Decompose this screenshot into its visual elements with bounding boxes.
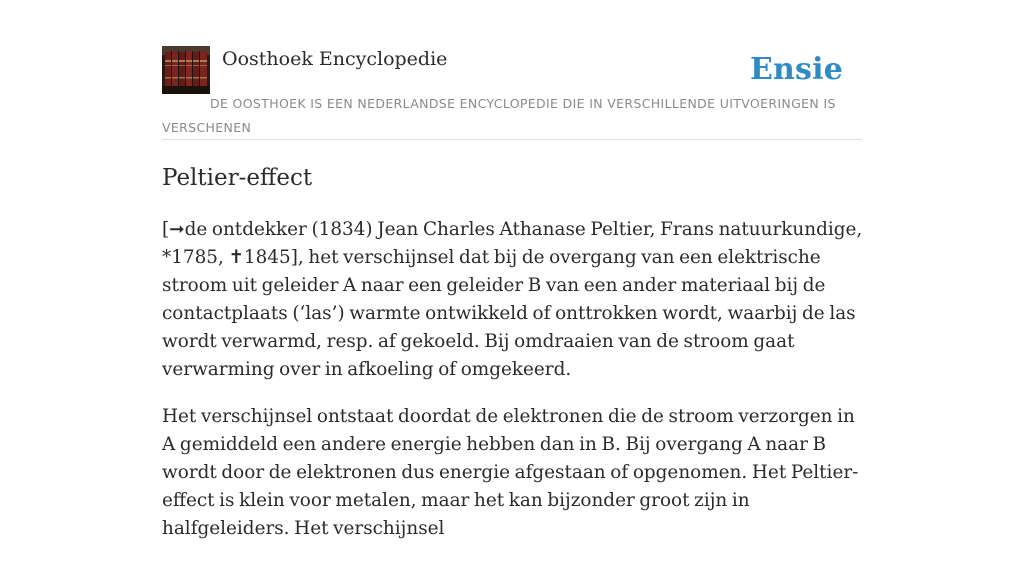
article-paragraph: [➞de ontdekker (1834) Jean Charles Athanase Peltier, Frans natuurkundige, *1785, ✝1845], het verschijnsel dat bij de overgang van een elektrische stroom uit geleider A naar een geleider B van een ander materiaal bij de contactplaats (‘las’) warmte ontwikkeld of onttrokken wordt, waarbij de las wordt verwarmd, resp. af gekoeld. Bij omdraaien van de stroom gaat verwarming over in afkoeling of omgekeerd. [162, 219, 863, 380]
site-header [162, 46, 862, 140]
site-tagline: DE OOSTHOEK IS EEN NEDERLANDSE ENCYCLOPEDIE DIE IN VERSCHILLENDE UITVOERINGEN IS VERSCHENEN [162, 96, 836, 135]
site-title[interactable]: Oosthoek Encyclopedie [222, 48, 448, 70]
article-paragraph: Het verschijnsel ontstaat doordat de elektronen die de stroom verzorgen in A gemiddeld een andere energie hebben dan in B. Bij overgang A naar B wordt door de elektronen dus energie afgestaan of opgenomen. Het Peltier-effect is klein voor metalen, maar het kan bijzonder groot zijn in halfgeleiders. Het verschijnsel [162, 406, 859, 539]
bookshelf-icon [162, 46, 210, 94]
article-body [162, 216, 864, 562]
brand-logo[interactable]: Ensie [749, 52, 843, 87]
avatar[interactable] [162, 46, 210, 94]
article-title: Peltier-effect [162, 165, 313, 191]
